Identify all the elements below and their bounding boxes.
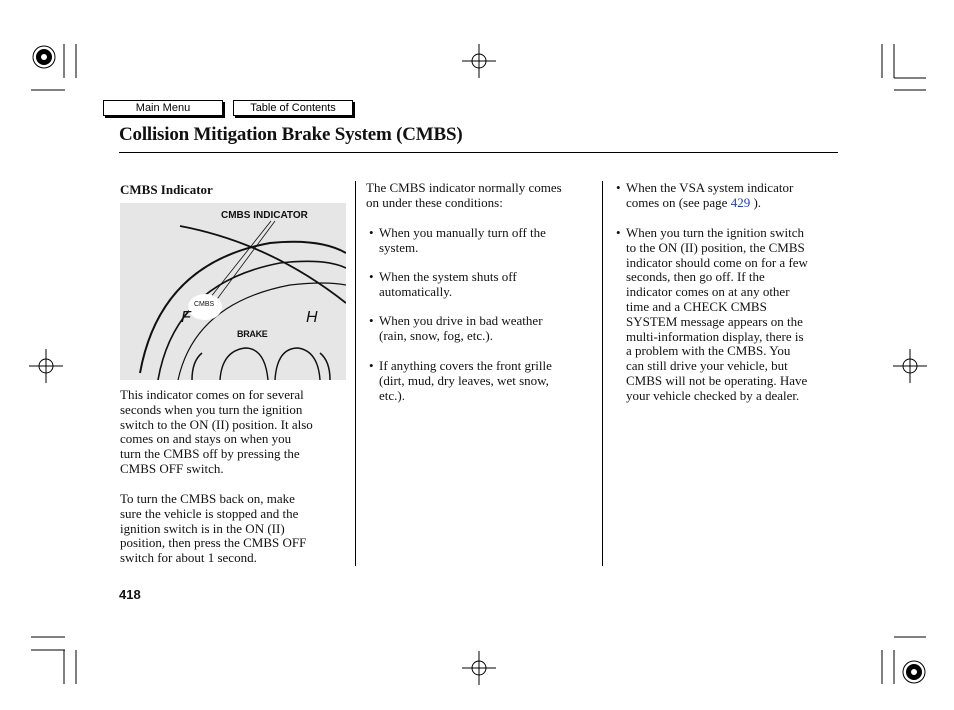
list-item: • If anything covers the front grille (dirt, mud, dry leaves, wet snow, etc.). xyxy=(369,358,552,403)
brake-dial-left xyxy=(220,348,268,380)
instrument-cluster-illustration xyxy=(120,203,346,380)
bullet-icon: • xyxy=(369,225,374,240)
list-item: • When you drive in bad weather (rain, snow, fog, etc.). xyxy=(369,313,543,343)
brake-label: BRAKE xyxy=(237,329,268,339)
bullet-icon: • xyxy=(369,358,374,373)
list-item: • When the system shuts off automatically. xyxy=(369,269,517,299)
bullet-icon: • xyxy=(369,313,374,328)
fuel-gauge-f-label: F xyxy=(181,309,191,326)
indicator-label: CMBS xyxy=(194,301,215,308)
column-divider xyxy=(355,181,356,566)
table-of-contents-button[interactable]: Table of Contents xyxy=(233,100,353,116)
page-title: Collision Mitigation Brake System (CMBS) xyxy=(119,124,463,145)
list-item: • When the VSA system indicator comes on (see page 429 ). xyxy=(616,180,794,210)
col1-paragraph-1: This indicator comes on for several seconds when you turn the ignition switch to the ON (II) position. It also comes on and stays on when you turn the CMBS off by pressing the CMBS OFF switch. xyxy=(120,387,313,476)
page-number: 418 xyxy=(119,587,141,602)
column-divider xyxy=(602,181,603,566)
cmbs-indicator-figure xyxy=(120,203,346,380)
gauge-inner-right xyxy=(320,353,330,380)
callout-label: CMBS INDICATOR xyxy=(221,210,308,221)
gauge-inner-left xyxy=(192,353,202,380)
section-heading: CMBS Indicator xyxy=(120,182,213,197)
bullet-icon: • xyxy=(616,225,621,240)
bullet-icon: • xyxy=(616,180,621,195)
main-menu-button[interactable]: Main Menu xyxy=(103,100,223,116)
col1-paragraph-2: To turn the CMBS back on, make sure the vehicle is stopped and the ignition switch is in the ON (II) position, then press the CMBS OFF switch for about 1 second. xyxy=(120,491,307,566)
page-429-link[interactable]: 429 xyxy=(730,194,751,210)
col2-intro: The CMBS indicator normally comes on under these conditions: xyxy=(366,180,562,210)
temp-gauge-h-label: H xyxy=(306,309,318,326)
bullet-icon: • xyxy=(369,269,374,284)
list-item: • When you manually turn off the system. xyxy=(369,225,546,255)
brake-dial-right xyxy=(275,348,320,380)
title-divider xyxy=(119,152,838,153)
list-item: • When you turn the ignition switch to the ON (II) position, the CMBS indicator should come on for a few seconds, then go off. If the indicator comes on at any other time and a CHECK CMBS SYSTEM message appears on the multi-information display, there is a problem with the CMBS. You can still drive your vehicle, but CMBS will not be operating. Have your vehicle checked by a dealer. xyxy=(616,225,808,403)
